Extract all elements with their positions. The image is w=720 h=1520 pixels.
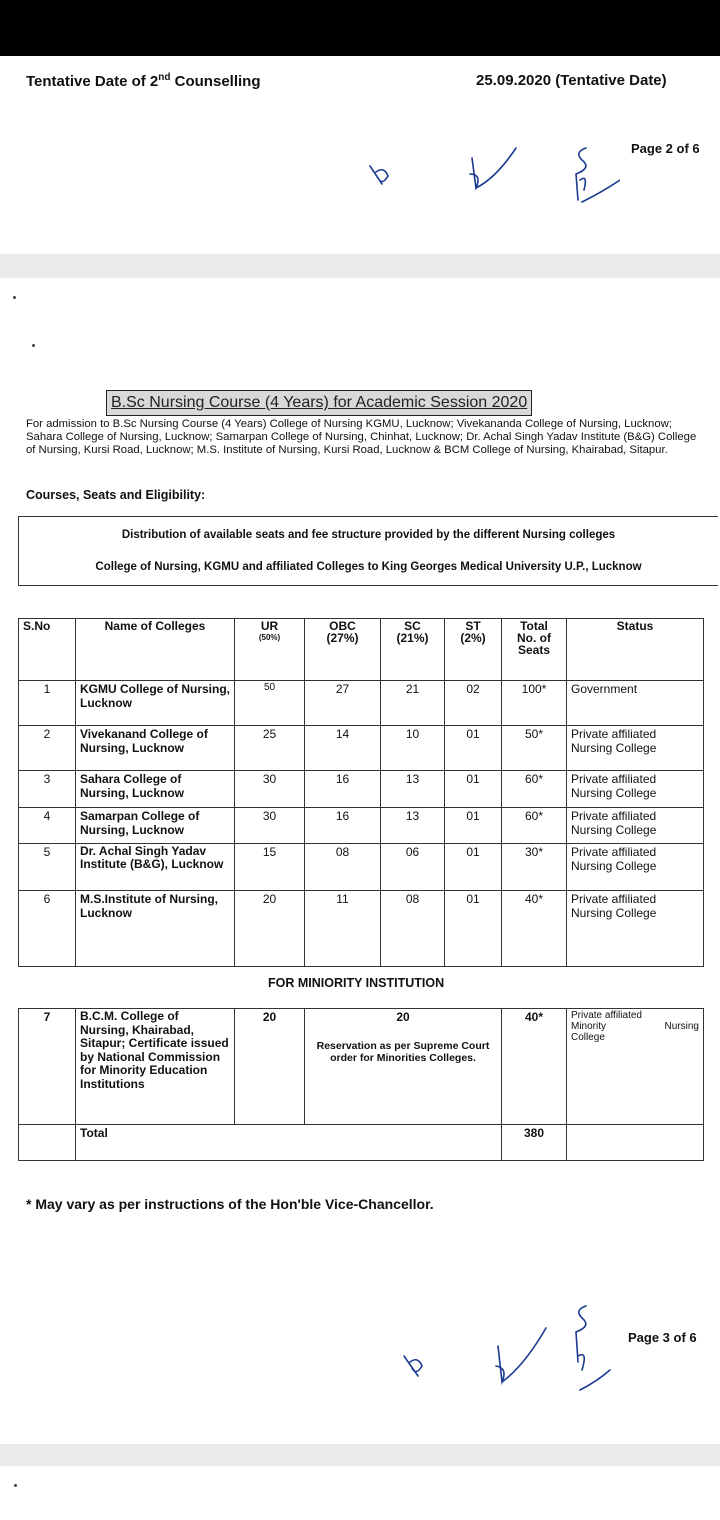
cell-obc: 16 [305, 771, 381, 808]
cell-total: 60* [502, 808, 567, 844]
cell-sno: 1 [19, 681, 76, 726]
total-row [19, 1125, 704, 1161]
cell-obc: 08 [305, 844, 381, 891]
cell-sc: 13 [381, 808, 445, 844]
cell-st: 01 [445, 844, 502, 891]
cell-ur: 15 [235, 844, 305, 891]
header-st: ST (2%) [445, 619, 502, 681]
cell-college: Vivekanand College of Nursing, Lucknow [76, 726, 235, 771]
signature-mark [360, 144, 620, 206]
page-number: Page 2 of 6 [631, 141, 700, 156]
cell-college: KGMU College of Nursing, Lucknow [76, 681, 235, 726]
minority-table [18, 1008, 704, 1161]
cell-sno: 5 [19, 844, 76, 891]
cell-status: Private affiliated Minority Nursing College [567, 1009, 704, 1125]
document-page-3 [0, 278, 720, 1444]
cell-sc: 06 [381, 844, 445, 891]
cell-ur: 20 [235, 1009, 305, 1125]
cell-obc: 16 [305, 808, 381, 844]
reserved-seats: 20 [396, 1010, 410, 1024]
cell-status: Private affiliated Nursing College [567, 844, 704, 891]
distribution-box [18, 516, 718, 586]
cell-status: Private affiliated Nursing College [567, 726, 704, 771]
cell-sc: 13 [381, 771, 445, 808]
cell-college: B.C.M. College of Nursing, Khairabad, Sitapur; Certificate issued by National Commission for Minority Education Institutions [76, 1009, 235, 1125]
cell-ur: 30 [235, 808, 305, 844]
table-row [19, 681, 704, 726]
table-row [19, 726, 704, 771]
cell-st: 01 [445, 726, 502, 771]
header-name: Name of Colleges [76, 619, 235, 681]
seats-table [18, 618, 704, 967]
cell-sc: 21 [381, 681, 445, 726]
cell-total: 100* [502, 681, 567, 726]
header-ur: UR (50%) [235, 619, 305, 681]
header-total: Total No. of Seats [502, 619, 567, 681]
cell-ur: 20 [235, 891, 305, 967]
scan-speck [32, 344, 35, 347]
cell-total: 40* [502, 891, 567, 967]
cell-obc: 27 [305, 681, 381, 726]
cell-total: 40* [502, 1009, 567, 1125]
cell-obc: 14 [305, 726, 381, 771]
table-header-row [19, 619, 704, 681]
cell-sno: 6 [19, 891, 76, 967]
scan-speck [14, 1484, 17, 1487]
document-page-2 [0, 56, 720, 254]
cell-sno: 4 [19, 808, 76, 844]
footnote: * May vary as per instructions of the Hon'ble Vice-Chancellor. [26, 1196, 434, 1212]
distribution-line-2: College of Nursing, KGMU and affiliated Colleges to King Georges Medical University U.P., Lucknow [95, 561, 642, 573]
cell-sc: 10 [381, 726, 445, 771]
cell-sno: 2 [19, 726, 76, 771]
reservation-note: Reservation as per Supreme Court order for Minorities Colleges. [316, 1040, 490, 1064]
cell-status: Private affiliated Nursing College [567, 771, 704, 808]
total-value: 380 [502, 1125, 567, 1161]
table-row [19, 771, 704, 808]
cell-st: 01 [445, 771, 502, 808]
cell-status: Private affiliated Nursing College [567, 891, 704, 967]
cell-college: M.S.Institute of Nursing, Lucknow [76, 891, 235, 967]
header-status: Status [567, 619, 704, 681]
table-row [19, 891, 704, 967]
minority-heading: FOR MINIORITY INSTITUTION [268, 976, 445, 990]
cell-ur: 50 [235, 681, 305, 726]
signature-mark [390, 1296, 620, 1396]
header-sno: S.No [19, 619, 76, 681]
cell-total: 60* [502, 771, 567, 808]
page-number: Page 3 of 6 [628, 1330, 697, 1345]
cell-st: 02 [445, 681, 502, 726]
cell-reserved [305, 1009, 502, 1125]
cell-college: Dr. Achal Singh Yadav Institute (B&G), Lucknow [76, 844, 235, 891]
cell-status: Private affiliated Nursing College [567, 808, 704, 844]
counselling-date: 25.09.2020 (Tentative Date) [476, 72, 667, 89]
table-row [19, 1009, 704, 1125]
course-title: B.Sc Nursing Course (4 Years) for Academic Session 2020 [106, 390, 532, 416]
intro-paragraph: For admission to B.Sc Nursing Course (4 Years) College of Nursing KGMU, Lucknow; Vivekananda College of Nursing, Lucknow; Sahara College of Nursing, Lucknow; Samarpan College of Nursing, Chinhat, Lucknow; Dr. Achal Singh Yadav Institute (B&G) College of Nursing, Kursi Road, Lucknow; M.S. Institute of Nursing, Kursi Road, Lucknow & BCM College of Nursing, Khairabad, Sitapur. [26, 418, 697, 456]
cell-total: 50* [502, 726, 567, 771]
cell-st: 01 [445, 891, 502, 967]
cell-sno: 3 [19, 771, 76, 808]
cell-status: Government [567, 681, 704, 726]
table-row [19, 808, 704, 844]
cell-st: 01 [445, 808, 502, 844]
header-sc: SC (21%) [381, 619, 445, 681]
table-row [19, 844, 704, 891]
document-page-4 [0, 1466, 720, 1520]
cell-college: Sahara College of Nursing, Lucknow [76, 771, 235, 808]
counselling-label: Tentative Date of 2nd Counselling [26, 72, 261, 90]
cell-total: 30* [502, 844, 567, 891]
scan-speck [13, 296, 16, 299]
status-bar [0, 0, 720, 56]
courses-heading: Courses, Seats and Eligibility: [26, 488, 206, 502]
cell-ur: 30 [235, 771, 305, 808]
cell-sno: 7 [19, 1009, 76, 1125]
cell-obc: 11 [305, 891, 381, 967]
cell-sc: 08 [381, 891, 445, 967]
total-label: Total [76, 1125, 502, 1161]
cell-college: Samarpan College of Nursing, Lucknow [76, 808, 235, 844]
cell-ur: 25 [235, 726, 305, 771]
header-obc: OBC (27%) [305, 619, 381, 681]
distribution-line-1: Distribution of available seats and fee structure provided by the different Nursing colleges [121, 529, 616, 541]
